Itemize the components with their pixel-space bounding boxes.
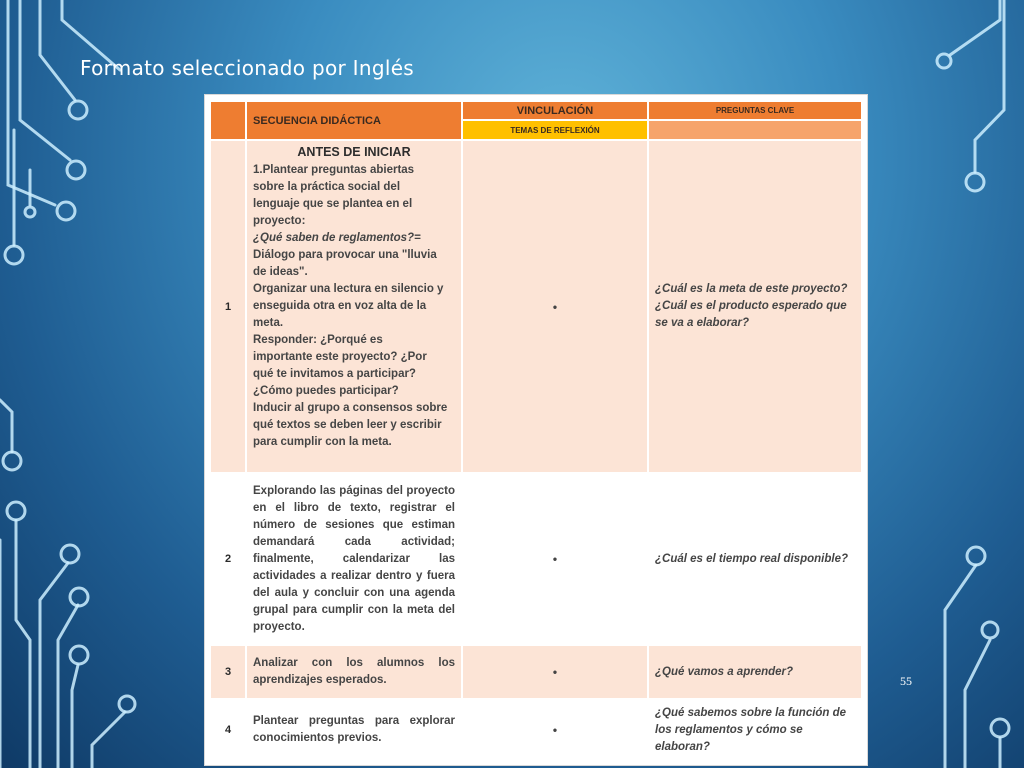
bullet-cell: • [462, 140, 648, 473]
table-row [210, 699, 862, 761]
secuencia-cell: Plantear preguntas para explorar conocimientos previos. [246, 699, 462, 761]
pregunta-cell: ¿Qué sabemos sobre la función de los reglamentos y cómo se elaboran? [648, 699, 862, 761]
table-row [210, 645, 862, 699]
table-image [205, 95, 867, 765]
slide-title: Formato seleccionado por Inglés [80, 56, 415, 80]
row-number: 2 [210, 473, 246, 645]
pregunta-cell: ¿Cuál es el tiempo real disponible? [648, 473, 862, 645]
bullet-cell: • [462, 645, 648, 699]
secuencia-cell: ANTES DE INICIAR 1.Plantear preguntas abiertas sobre la práctica social del lenguaje que se plantea en el proyecto: ¿Qué saben de reglamentos?= Diálogo para provocar una "lluvia de ideas". Organizar una lectura en silencio y enseguida otra en voz alta de la meta. Responder: ¿Porqué es importante este proyecto? ¿Por qué te invitamos a participar? ¿Cómo puedes participar? Inducir al grupo a consensos sobre qué textos se deben leer y escribir para cumplir con la meta. [246, 140, 462, 473]
header-temas-reflexion: TEMAS DE REFLEXIÓN [462, 120, 648, 140]
table-row [210, 140, 862, 473]
header-secuencia: SECUENCIA DIDÁCTICA [246, 101, 462, 140]
header-vinculacion: VINCULACIÓN [462, 101, 648, 120]
page-number: 55 [900, 674, 912, 688]
row-number: 1 [210, 140, 246, 473]
table-row [210, 473, 862, 645]
row-number: 4 [210, 699, 246, 761]
header-empty-cell [648, 120, 862, 140]
pregunta-cell: ¿Qué vamos a aprender? [648, 645, 862, 699]
bullet-cell: • [462, 699, 648, 761]
antes-de-iniciar-heading: ANTES DE INICIAR [297, 145, 411, 159]
header-num-cell [210, 101, 246, 140]
pregunta-cell: ¿Cuál es la meta de este proyecto? ¿Cuál es el producto esperado que se va a elaborar? [648, 140, 862, 473]
secuencia-cell: Analizar con los alumnos los aprendizajes esperados. [246, 645, 462, 699]
secuencia-cell: Explorando las páginas del proyecto en el libro de texto, registrar el número de sesiones que estiman demandará cada actividad; finalmente, calendarizar las actividades a realizar dentro y fuera del aula y concluir con una agenda grupal para cumplir con la meta del proyecto. [246, 473, 462, 645]
row-number: 3 [210, 645, 246, 699]
bullet-cell: • [462, 473, 648, 645]
secuencia-table [209, 100, 863, 762]
header-preguntas-clave: PREGUNTAS CLAVE [648, 101, 862, 120]
